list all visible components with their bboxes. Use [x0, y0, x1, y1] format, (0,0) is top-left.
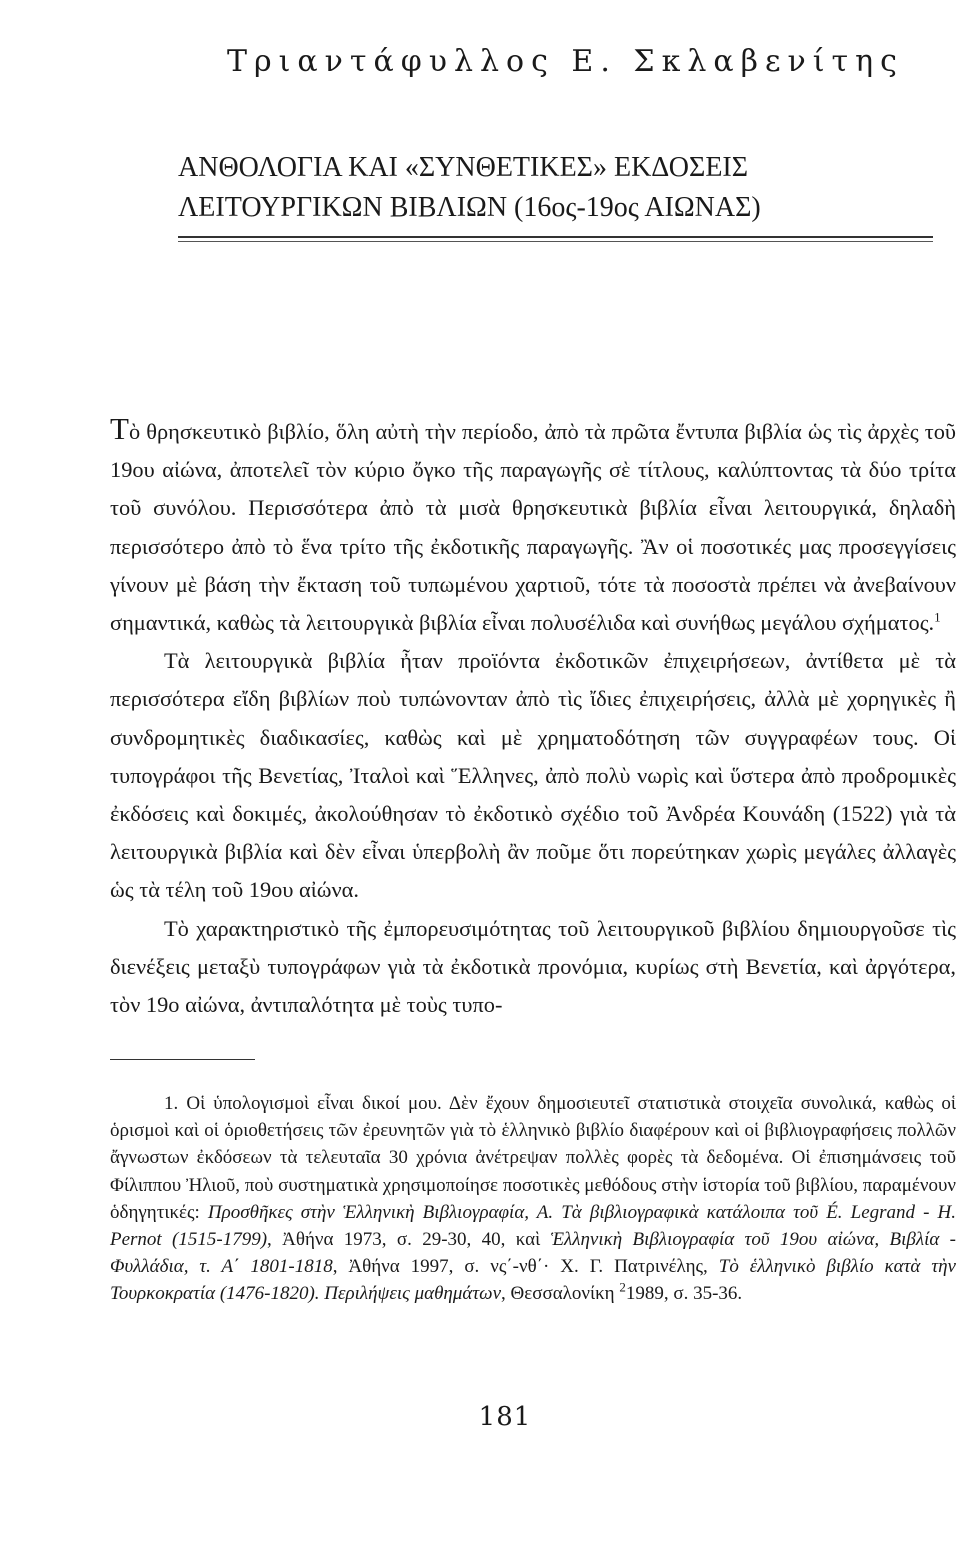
paragraph-1 — [110, 410, 956, 642]
footnote-1 — [110, 1090, 956, 1308]
footnote-text-part4: , Θεσσαλονίκη — [501, 1283, 620, 1305]
title-rule-thin — [178, 241, 933, 242]
paragraph-1-text: ὸ θρησκευτικὸ βιβλίο, ὅλη αὐτὴ τὴν περίοδο, ἀπὸ τὰ πρῶτα ἔντυπα βιβλία ὡς τὶς ἀρχὲς τοῦ 19ου αἰώνα, ἀποτελεῖ τὸν κύριο ὄγκο τῆς παραγωγῆς σὲ τίτλους, καλύπτοντας τὰ δύο τρίτα τοῦ συνόλου. Περισσότερα ἀπὸ τὰ μισὰ θρησκευτικὰ βιβλία εἶναι λειτουργικά, δηλαδὴ περισσότερο ἀπὸ τὸ ἕνα τρίτο τῆς ἐκδοτικῆς παραγωγῆς. Ἂν οἱ ποσοτικές μας προσεγγίσεις γίνουν μὲ βάση τὴν ἔκταση τοῦ τυπωμένου χαρτιοῦ, τότε τὰ ποσοστὰ πρέπει νὰ ἀνεβαίνουν σημαντικά, καθὼς τὰ λειτουργικὰ βιβλία εἶναι πολυσέλιδα καὶ συνήθως μεγάλου σχήματος. — [110, 419, 956, 636]
article-title — [178, 148, 938, 228]
article-body — [110, 410, 956, 1024]
title-line-1: ΑΝΘΟΛΟΓΙΑ ΚΑΙ «ΣΥΝΘΕΤΙΚΕΣ» ΕΚΔΟΣΕΙΣ — [178, 152, 749, 183]
title-line-2: ΛΕΙΤΟΥΡΓΙΚΩΝ ΒΙΒΛΙΩΝ (16ος-19ος ΑΙΩΝΑΣ) — [178, 192, 761, 223]
footnote-citation-3: Τὸ ἑλληνικὸ βιβλίο κατὰ τὴν Τουρκοκρατία (1476-1820). Περιλήψεις μαθημάτων — [110, 1256, 956, 1305]
page-number: 181 — [478, 1402, 532, 1432]
footnote-separator — [110, 1059, 255, 1060]
title-rule — [178, 236, 933, 238]
footnote-text-part5: 1989, σ. 35-36. — [625, 1283, 743, 1305]
footnote-citation-2: Ἑλληνικὴ Βιβλιογραφία τοῦ 19ου αἰώνα, Βιβλία - Φυλλάδια, τ. Α΄ 1801-1818 — [110, 1229, 956, 1278]
edition-superscript: 2 — [619, 1280, 626, 1296]
footnote-text-part3: , Ἀθήνα 1997, σ. νς΄-νθ΄· Χ. Γ. Πατρινέλης, — [332, 1256, 719, 1278]
footnote-text-part2: , Ἀθήνα 1973, σ. 29-30, 40, καὶ — [267, 1229, 551, 1251]
footnote-reference[interactable]: 1 — [934, 609, 941, 625]
footnote-citation-1: Προσθῆκες στὴν Ἑλληνικὴ Βιβλιογραφία, Α. Τὰ βιβλιογραφικὰ κατάλοιπα τοῦ É. Legrand - H. Pernot (1515-1799) — [110, 1201, 957, 1251]
author-name: Τριαντάφυλλος Ε. Σκλαβενίτης — [227, 44, 904, 79]
paragraph-2: Τὰ λειτουργικὰ βιβλία ἦταν προϊόντα ἐκδοτικῶν ἐπιχειρήσεων, ἀντίθετα μὲ τὰ περισσότερα εἴδη βιβλίων ποὺ τυπώνονταν ἀπὸ τὶς ἴδιες ἐπιχειρήσεις, ἀλλὰ μὲ χορηγικὲς ἢ συνδρομητικὲς διαδικασίες, καθὼς καὶ μὲ χρηματοδότηση τῶν συγγραφέων τους. Οἱ τυπογράφοι τῆς Βενετίας, Ἰταλοὶ καὶ Ἕλληνες, ἀπὸ πολὺ νωρὶς καὶ ὕστερα ἀπὸ προδρομικὲς ἐκδόσεις καὶ δοκιμές, ἀκολούθησαν τὸ ἐκδοτικὸ σχέδιο τοῦ Ἀνδρέα Κουνάδη (1522) γιὰ τὰ λειτουργικὰ βιβλία καὶ δὲν εἶναι ὑπερβολὴ ἂν ποῦμε ὅτι πορεύτηκαν χωρὶς μεγάλες ἀλλαγὲς ὡς τὰ τέλη τοῦ 19ου αἰώνα. — [110, 648, 956, 903]
drop-cap: Τ — [110, 411, 129, 446]
paragraph-3: Τὸ χαρακτηριστικὸ τῆς ἐμπορευσιμότητας τοῦ λειτουργικοῦ βιβλίου δημιουργοῦσε τὶς διενέξεις μεταξὺ τυπογράφων γιὰ τὰ ἐκδοτικὰ προνόμια, κυρίως στὴ Βενετία, καὶ ἀργότερα, τὸν 19ο αἰώνα, ἀντιπαλότητα μὲ τοὺς τυπο- — [110, 915, 956, 1018]
footnote-text-part1: 1. Οἱ ὑπολογισμοὶ εἶναι δικοί μου. Δὲν ἔχουν δημοσιευτεῖ στατιστικὰ στοιχεῖα συνολικά, καθὼς οἱ ὁρισμοὶ καὶ οἱ ὁριοθετήσεις τῶν ἐρευνητῶν γιὰ τὸ ἑλληνικὸ βιβλίο διαφέρουν καὶ οἱ βιβλιογραφήσεις πολλῶν ἄγνωστων ἐκδόσεων τὰ τελευταῖα 30 χρόνια ἀνέτρεψαν πολλὲς φορὲς τὰ δεδομένα. Οἱ ἐπισημάνσεις τοῦ Φίλιππου Ἠλιοῦ, ποὺ συστηματικὰ χρησιμοποίησε ποσοτικὲς μεθόδους στὴν ἱστορία τοῦ βιβλίου, παραμένουν ὁδηγητικές: — [110, 1093, 956, 1223]
